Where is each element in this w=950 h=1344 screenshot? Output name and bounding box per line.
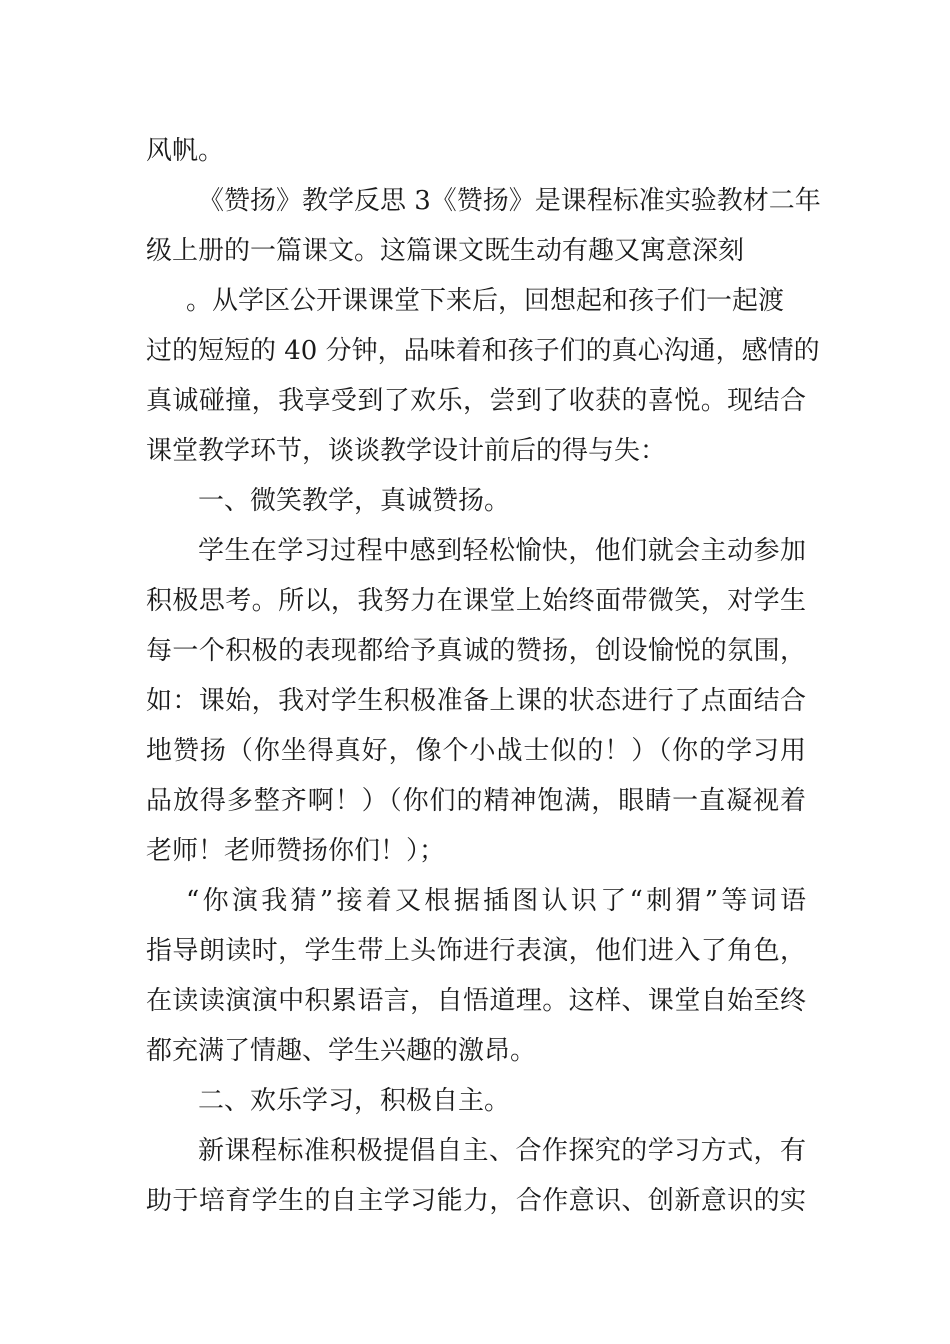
text-line: 每一个积极的表现都给予真诚的赞扬，创设愉悦的氛围， [146,636,806,666]
text-line: 级上册的一篇课文。这篇课文既生动有趣又寓意深刻 [146,236,745,266]
text-line: 过的短短的 40 分钟，品味着和孩子们的真心沟通，感情的 [146,336,820,366]
section-heading: 二、欢乐学习，积极自主。 [198,1086,511,1116]
text-line: 品放得多整齐啊！）（你们的精神饱满，眼睛一直凝视着 [146,786,806,816]
text-line: 地赞扬（你坐得真好，像个小战士似的！）（你的学习用 [146,736,806,766]
text-line: 指导朗读时，学生带上头饰进行表演，他们进入了角色， [146,936,806,966]
text-line: 。从学区公开课课堂下来后，回想起和孩子们一起渡 [186,286,785,316]
text-line: 老师！老师赞扬你们！）； [146,836,446,866]
text-line: 如：课始，我对学生积极准备上课的状态进行了点面结合 [146,686,806,716]
text-line: “你演我猜”接着又根据插图认识了“刺猬”等词语 [186,886,806,916]
text-line: 助于培育学生的自主学习能力，合作意识、创新意识的实 [146,1186,806,1216]
text-line: 学生在学习过程中感到轻松愉快，他们就会主动参加 [198,536,806,566]
text-line: 真诚碰撞，我享受到了欢乐，尝到了收获的喜悦。现结合 [146,386,806,416]
text-line: 新课程标准积极提倡自主、合作探究的学习方式，有 [198,1136,806,1166]
text-line: 积极思考。所以，我努力在课堂上始终面带微笑，对学生 [146,586,806,616]
text-line: 都充满了情趣、学生兴趣的激昂。 [146,1036,537,1066]
text-line: 在读读演演中积累语言，自悟道理。这样、课堂自始至终 [146,986,806,1016]
text-line: 《赞扬》教学反思 3《赞扬》是课程标准实验教材二年 [198,186,821,216]
section-heading: 一、微笑教学，真诚赞扬。 [198,486,511,516]
text-line: 风帆。 [146,136,225,166]
text-line: 课堂教学环节，谈谈教学设计前后的得与失： [146,436,667,466]
